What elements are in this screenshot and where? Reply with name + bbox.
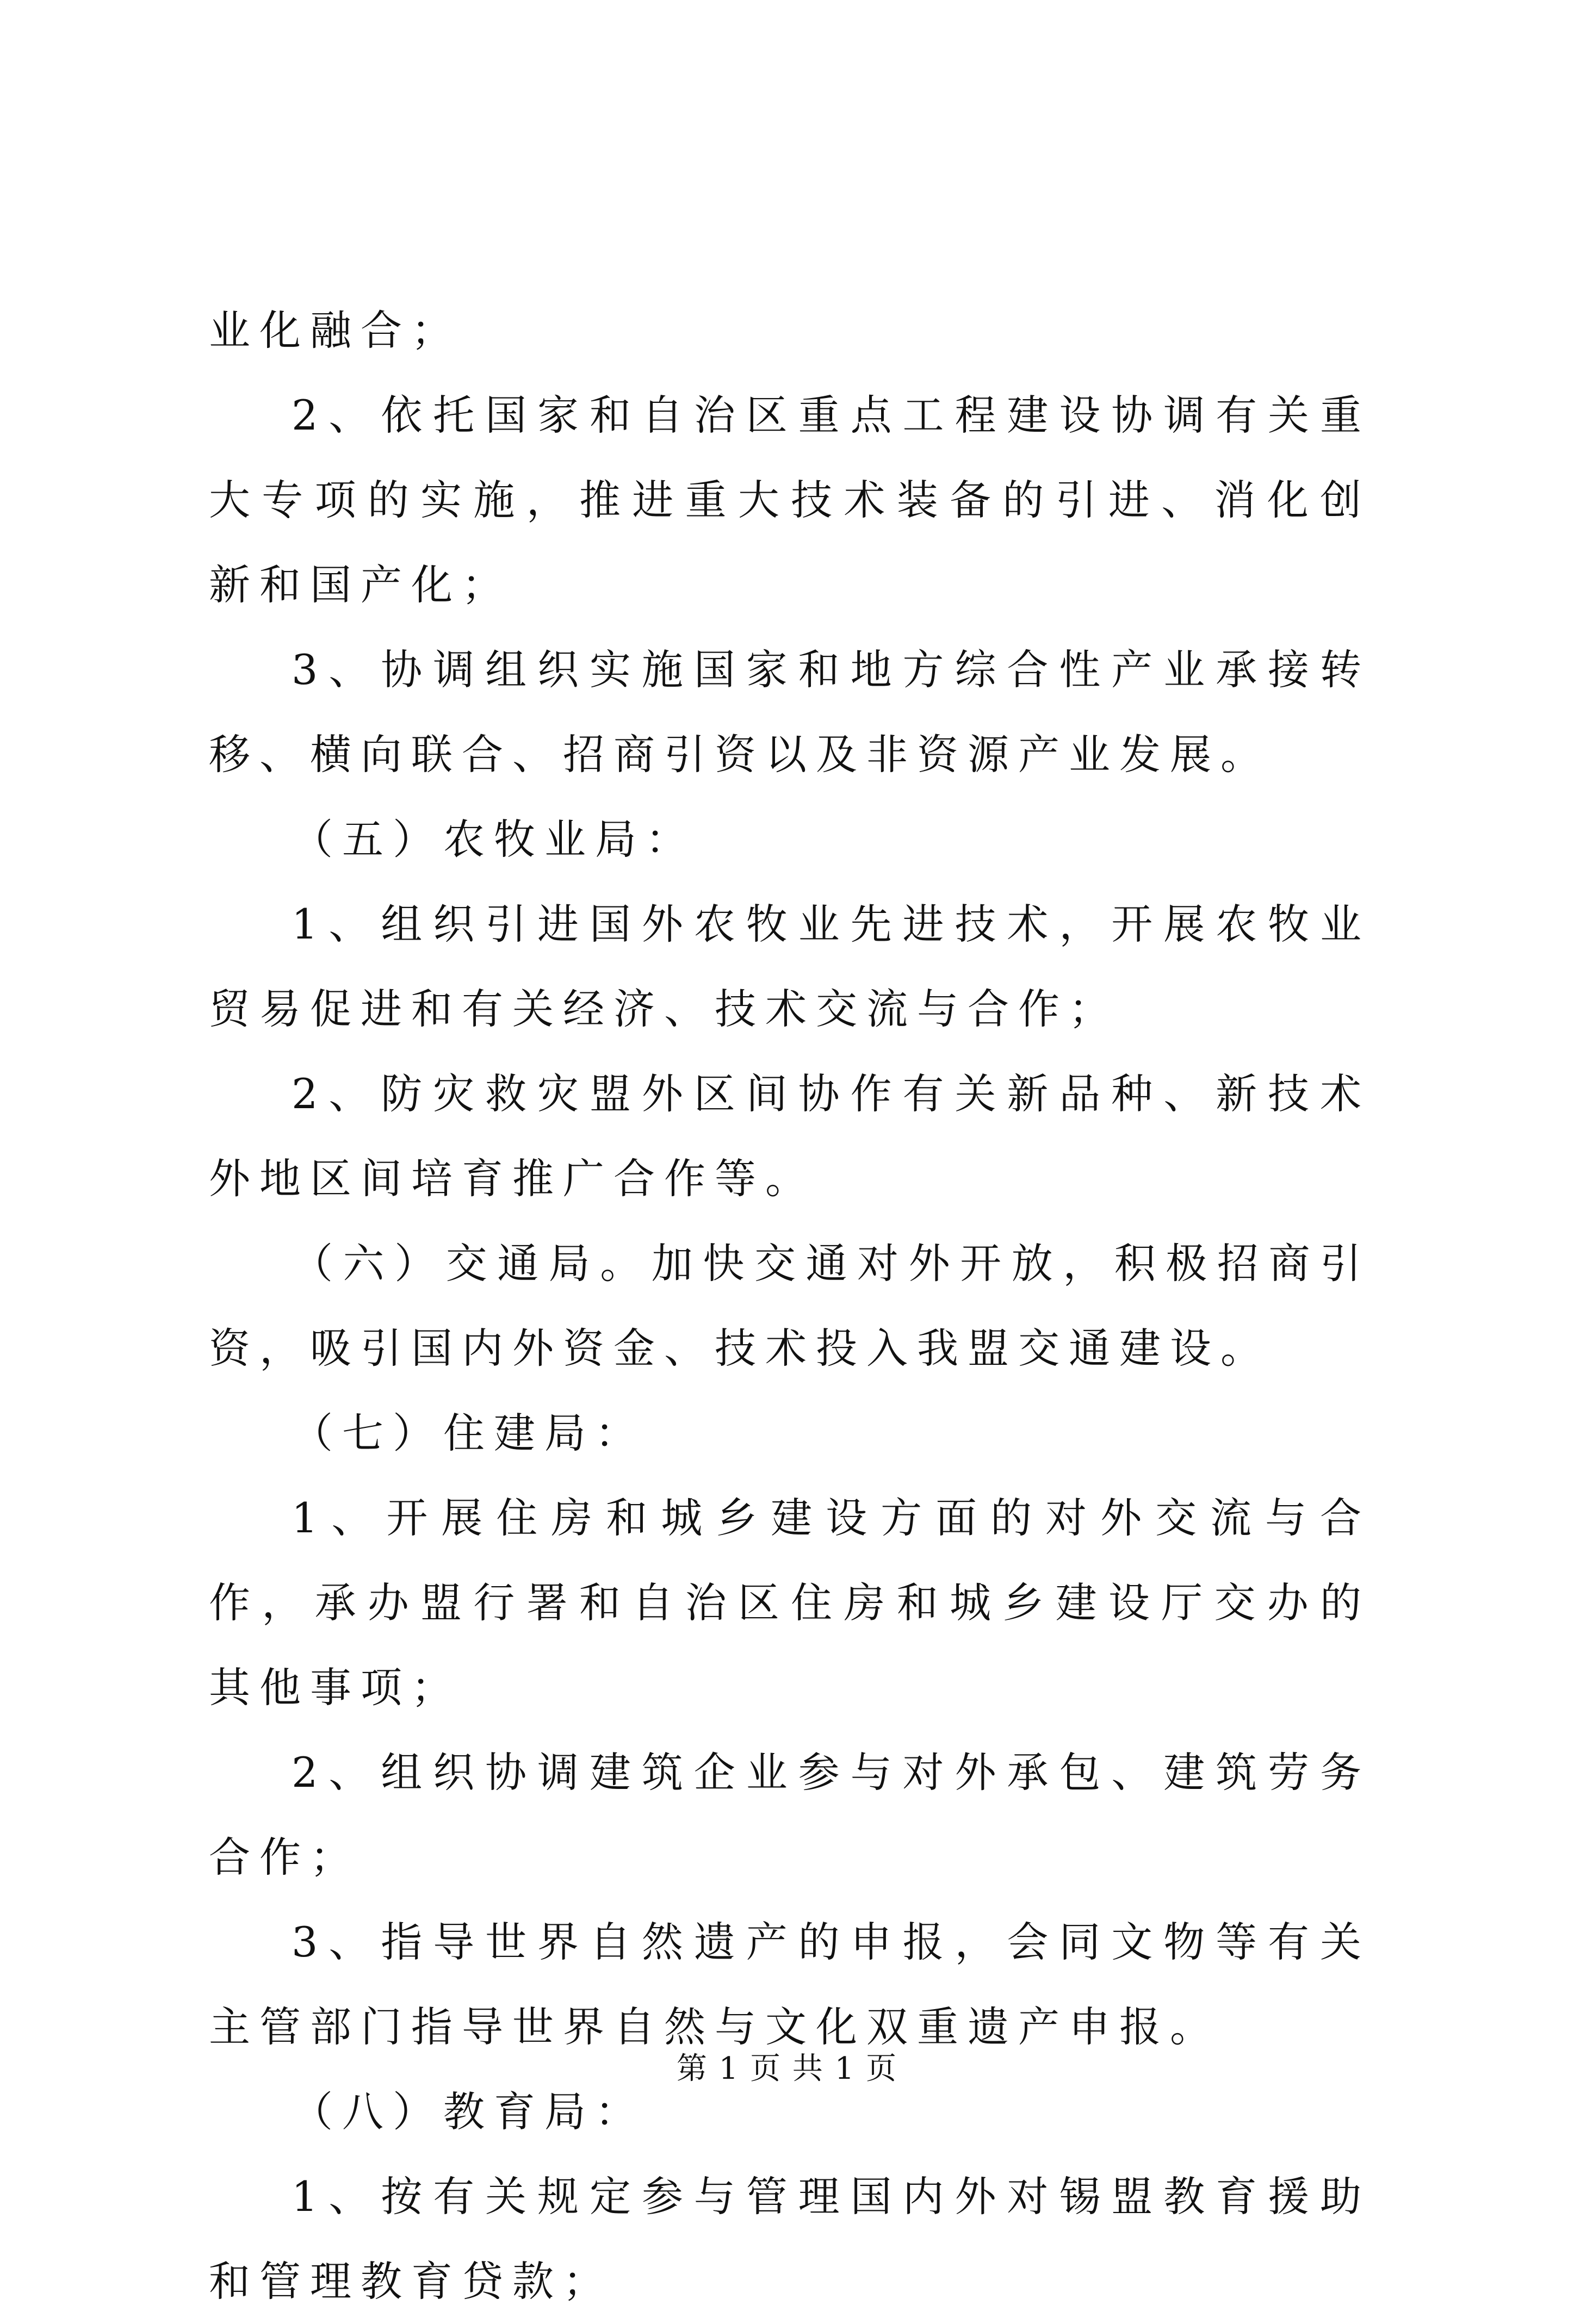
paragraph-item: 1、开展住房和城乡建设方面的对外交流与合作，承办盟行署和自治区住房和城乡建设厅交办的其他事项； [209,1494,1371,1712]
paragraph-item: 1、组织引进国外农牧业先进技术，开展农牧业贸易促进和有关经济、技术交流与合作； [209,900,1371,1033]
section-heading: （五）农牧业局： [292,815,696,863]
section-heading: （八）教育局： [292,2087,646,2136]
paragraph-item: 2、依托国家和自治区重点工程建设协调有关重大专项的实施，推进重大技术装备的引进、消化创新和国产化； [209,391,1371,609]
paragraph-item: 1、按有关规定参与管理国内外对锡盟教育援助和管理教育贷款； [209,2172,1371,2306]
paragraph-item: 2、组织协调建筑企业参与对外承包、建筑劳务合作； [209,1748,1371,1881]
paragraph-item: 3、指导世界自然遗产的申报，会同文物等有关主管部门指导世界自然与文化双重遗产申报。 [209,1918,1371,2051]
page-footer [0,2045,1574,2088]
paragraph-item: 2、防灾救灾盟外区间协作有关新品种、新技术外地区间培育推广合作等。 [209,1070,1371,1203]
paragraph-item: 3、协调组织实施国家和地方综合性产业承接转移、横向联合、招商引资以及非资源产业发展。 [209,645,1371,779]
paragraph-continuation: 业化融合； [209,306,462,355]
document-body [209,288,1371,2324]
section-heading: （六）交通局。加快交通对外开放，积极招商引资，吸引国内外资金、技术投入我盟交通建设。 [209,1239,1371,1372]
page-number-label: 第 1 页 共 1 页 [676,2051,898,2086]
section-heading: （七）住建局： [292,1409,646,1457]
